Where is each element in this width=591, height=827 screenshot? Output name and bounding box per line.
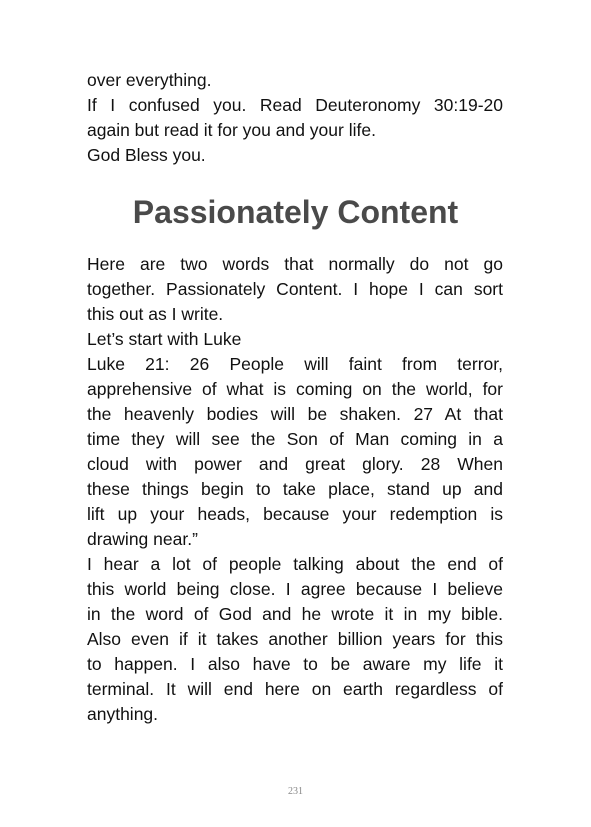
text-line: Here are two words that normally do not go — [87, 254, 503, 274]
text-line: over everything. — [87, 70, 212, 90]
text-line: again but read it for you and your life. — [87, 120, 376, 140]
text-line: in the word of God and he wrote it in my bible. — [87, 604, 503, 624]
text-line: to happen. I also have to be aware my life it — [87, 654, 503, 674]
page-number: 231 — [288, 786, 303, 797]
text-line: Let’s start with Luke — [87, 329, 242, 349]
text-line: drawing near.” — [87, 529, 198, 549]
text-line: I hear a lot of people talking about the end of — [87, 554, 503, 574]
text-line: this out as I write. — [87, 304, 224, 324]
text-line: lift up your heads, because your redemption is — [87, 504, 503, 524]
text-line: If I confused you. Read Deuteronomy 30:19-20 — [87, 95, 503, 115]
text-line: together. Passionately Content. I hope I can sort — [87, 279, 503, 299]
text-line: anything. — [87, 704, 159, 724]
text-line: apprehensive of what is coming on the world, for — [87, 379, 503, 399]
text-line: Luke 21: 26 People will faint from terror, — [87, 354, 503, 374]
section-heading: Passionately Content — [132, 194, 459, 230]
text-line: this world being close. I agree because I believe — [87, 579, 503, 599]
text-line: the heavenly bodies will be shaken. 27 At that — [87, 404, 503, 424]
text-line: these things begin to take place, stand up and — [87, 479, 503, 499]
text-line: time they will see the Son of Man coming in a — [87, 429, 503, 449]
text-line: Also even if it takes another billion years for this — [87, 629, 503, 649]
text-line: terminal. It will end here on earth regardless of — [87, 679, 503, 699]
text-line: God Bless you. — [87, 145, 206, 165]
text-line: cloud with power and great glory. 28 When — [87, 454, 503, 474]
